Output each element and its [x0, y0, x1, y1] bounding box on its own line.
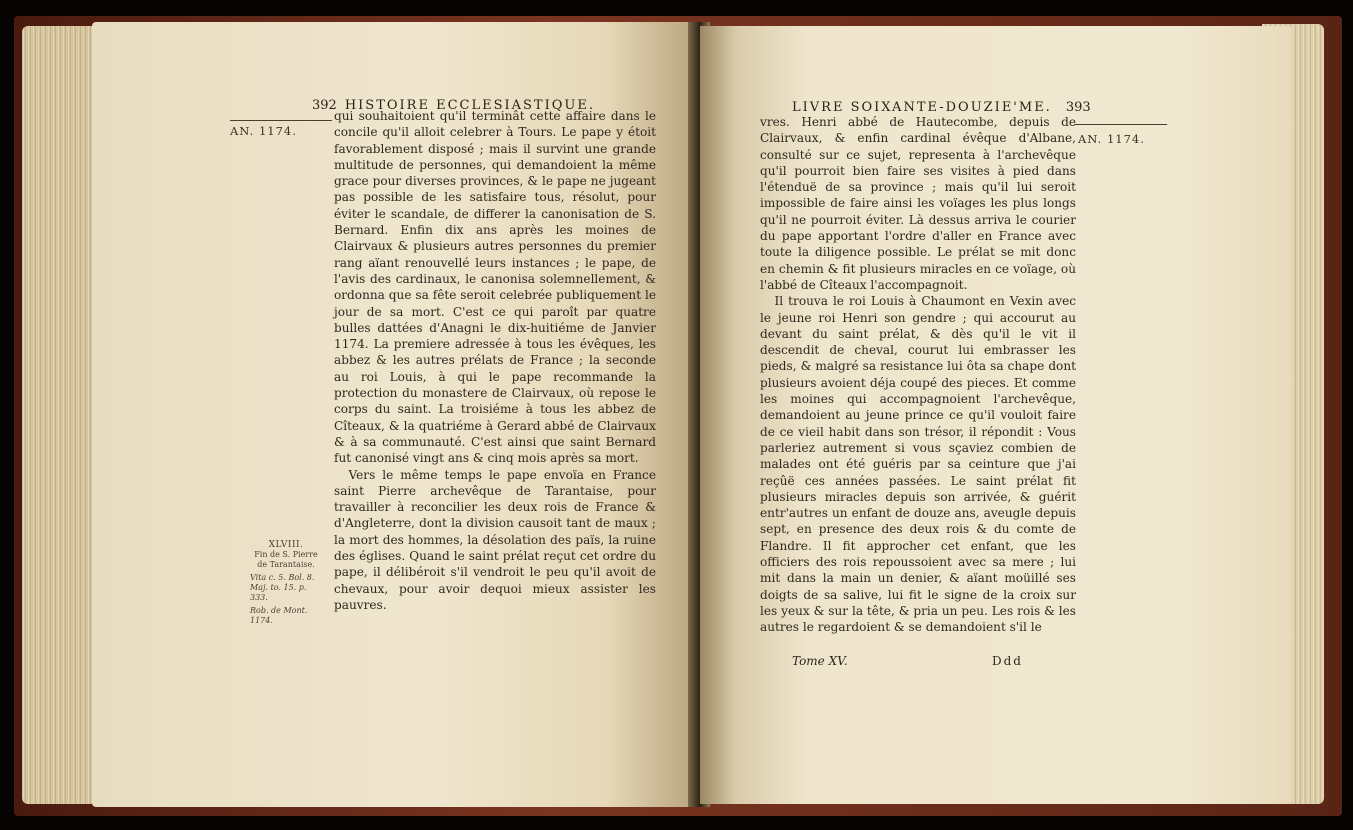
- left-body-text: [334, 108, 656, 613]
- paragraph: Il trouva le roi Louis à Chaumont en Vexin avec le jeune roi Henri son gendre ; qui accourut au devant du saint prélat, & dès qu'il le vit il descendit de cheval, courut lui embrasser les pieds, & malgré sa resistance lui ôta sa chape dont plusieurs avoient déja coupé des pieces. Et comme les moines qui accompagnoient l'archevêque, demandoient au jeune prince ce qu'il vouloit faire de ce vieil habit dans son trésor, il répondit : Vous parleriez autrement si vous sçaviez combien de malades ont été guéris par sa ceinture que j'ai reçûë ces années passées. Le saint prélat fit plusieurs miracles depuis son arrivée, & guérit entr'autres un enfant de douze ans, aveugle depuis sept, en presence des deux rois & du comte de Flandre. Il fit approcher cet enfant, que les officiers des rois repoussoient avec sa mere ; lui mit dans la main un denier, & aïant moüillé ses doigts de sa salive, lui fit le signe de la croix sur les yeux & sur la tête, & pria un peu. Les rois & les autres le regardoient & se demandoient s'il le: [760, 294, 1076, 635]
- left-margin-notes: [250, 540, 322, 626]
- paragraph: qui souhaitoient qu'il terminât cette affaire dans le concile qu'il alloit celebrer à Tours. Le pape y étoit favorablement disposé ; mais il survint une grande multitude de personnes, qui demandoient la même grace pour diverses provinces, & le pape ne jugeant pas possible de les satisfaire tous, résolut, pour éviter le scandale, de differer la canonisation de S. Bernard. Enfin dix ans après les moines de Clairvaux & plusieurs autres personnes du premier rang aïant renouvellé leurs instances ; le pape, de l'avis des cardinaux, le canonisa solemnellement, & ordonna que sa fête seroit celebrée publiquement le jour de sa mort. C'est ce qui paroît par quatre bulles dattées d'Anagni le dix-huitiéme de Janvier 1174. La premiere adressée à tous les évêques, les abbez & les autres prélats de France ; la seconde au roi Louis, à qui le pape recommande la protection du monastere de Clairvaux, où repose le corps du saint. La troisiéme à tous les abbez de Cîteaux, & la quatriéme à Gerard abbé de Clairvaux & à sa communauté. C'est ainsi que saint Bernard fut canonisé vingt ans & cinq mois après sa mort.: [334, 109, 656, 466]
- right-page: [700, 26, 1292, 804]
- right-running-head: [792, 100, 1091, 115]
- tome-label: Tome XV.: [792, 654, 848, 668]
- margin-note-ref: Vita c. 5. Bol. 8. Maj. to. 15. p. 333.: [250, 573, 315, 602]
- left-page: [92, 22, 697, 807]
- paragraph: vres. Henri abbé de Hautecombe, depuis de Clairvaux, & enfin cardinal évêque d'Albane, consulté sur ce sujet, representa à l'archevêque qu'il pourroit bien faire ses visites à pied dans l'étenduë de sa province ; mais qu'il lui seroit impossible de faire ainsi les voïages les plus longs qu'il ne pourroit éviter. Là dessus arriva le courier du pape apportant l'ordre d'aller en France avec toute la diligence possible. Le prélat se mit donc en chemin & fit plusieurs miracles en ce voïage, où l'abbé de Cîteaux l'accompagnoit.: [760, 115, 1076, 292]
- paragraph: Vers le même temps le pape envoïa en France saint Pierre archevêque de Tarantaise, pour travailler à reconcilier les deux rois de France & d'Angleterre, dont la division causoit tant de maux ; la mort des hommes, la désolation des païs, la ruine des églises. Quand le saint prélat reçut cet ordre du pape, il délibéroit s'il vendroit le peu qu'il avoit de chevaux, pour avoir dequoi mieux assister les pauvres.: [334, 467, 656, 612]
- left-margin-rule: [230, 120, 332, 121]
- margin-note-title: Fin de S. Pierre de Tarantaise.: [254, 550, 318, 569]
- right-page-footer: [792, 654, 1023, 668]
- left-running-title: HISTOIRE ECCLESIASTIQUE.: [344, 98, 595, 113]
- right-page-number: 393: [1065, 100, 1091, 115]
- right-margin-rule: [1075, 124, 1167, 125]
- signature-mark: Ddd: [992, 654, 1023, 668]
- left-margin-year: AN. 1174.: [230, 124, 297, 138]
- right-running-title: LIVRE SOIXANTE-DOUZIE'ME.: [792, 100, 1052, 115]
- right-body-text: [760, 114, 1076, 636]
- left-page-number: 392: [312, 98, 337, 113]
- margin-note-number: XLVIII.: [268, 540, 304, 550]
- margin-note-ref: Rob. de Mont. 1174.: [250, 606, 308, 625]
- right-margin-year: AN. 1174.: [1078, 132, 1145, 146]
